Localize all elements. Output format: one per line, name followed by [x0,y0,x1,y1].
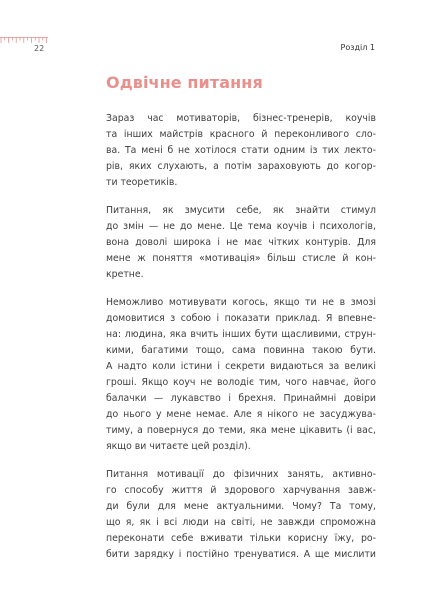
text-line: переконати себе вживати тільки корисну їжу, ро- [106,533,376,544]
paragraph [106,295,376,455]
text-line: та інших майстрів красного й переконливого сло- [106,129,376,140]
text-line: балачки — лукавство і брехня. Принаймні довіри [106,393,376,404]
text-line: ти теоретиків. [106,177,178,188]
text-line: го способу життя й здорового харчування завж- [106,485,376,496]
paragraph [106,111,376,191]
running-head: Розділ 1 [340,43,375,52]
text-line: до змін — не до мене. Це тема коучів і психологів, [106,221,376,232]
text-line: рів, яких слухають, а потім зараховують до когор- [106,161,376,172]
text-line: кретне. [106,269,144,280]
paragraph [106,203,376,283]
text-line: до нього у мене немає. Але я нікого не засуджува- [106,409,376,420]
text-line: тиму, а повернуся до теми, яка мене цікавить (і вас, [106,425,376,436]
text-line: бити зарядку і постійно тренуватися. А ще мислити [106,549,376,560]
text-line: Питання мотивації до фізичних занять, активно- [106,469,376,480]
body-text [106,111,376,575]
text-line: що я, як і всі люди на світі, не завжди спроможна [106,517,376,528]
text-line: гроші. Якщо коуч не володіє тим, чого навчає, його [106,377,376,388]
text-line: ди були для мене актуальними. Чому? Та тому, [106,501,376,512]
text-line: Питання, як змусити себе, як знайти стимул [106,205,376,216]
text-line: кими, багатими тощо, сама повинна такою бути. [106,345,376,356]
text-line: Зараз час мотиваторів, бізнес-тренерів, коучів [106,113,376,124]
text-line: ва. Та мені б не хотілося стати одним із тих лекто- [106,145,376,156]
text-line: на: людина, яка вчить інших бути щасливими, струн- [106,329,376,340]
text-line: мене ж поняття «мотивація» більш стисле й кон- [106,253,376,264]
text-line: якщо ви читаєте цей розділ). [106,441,251,452]
text-line: вона доволі широка і не має чітких контурів. Для [106,237,376,248]
text-line: Неможливо мотивувати когось, якщо ти не в змозі [106,297,376,308]
section-title: Одвічне питання [106,73,263,92]
page-number: 22 [34,44,45,53]
text-line: А надто коли істини і секрети видаються за великі [106,361,376,372]
paragraph [106,467,376,563]
text-line: домовитися з собою і показати приклад. Я впевне- [106,313,376,324]
